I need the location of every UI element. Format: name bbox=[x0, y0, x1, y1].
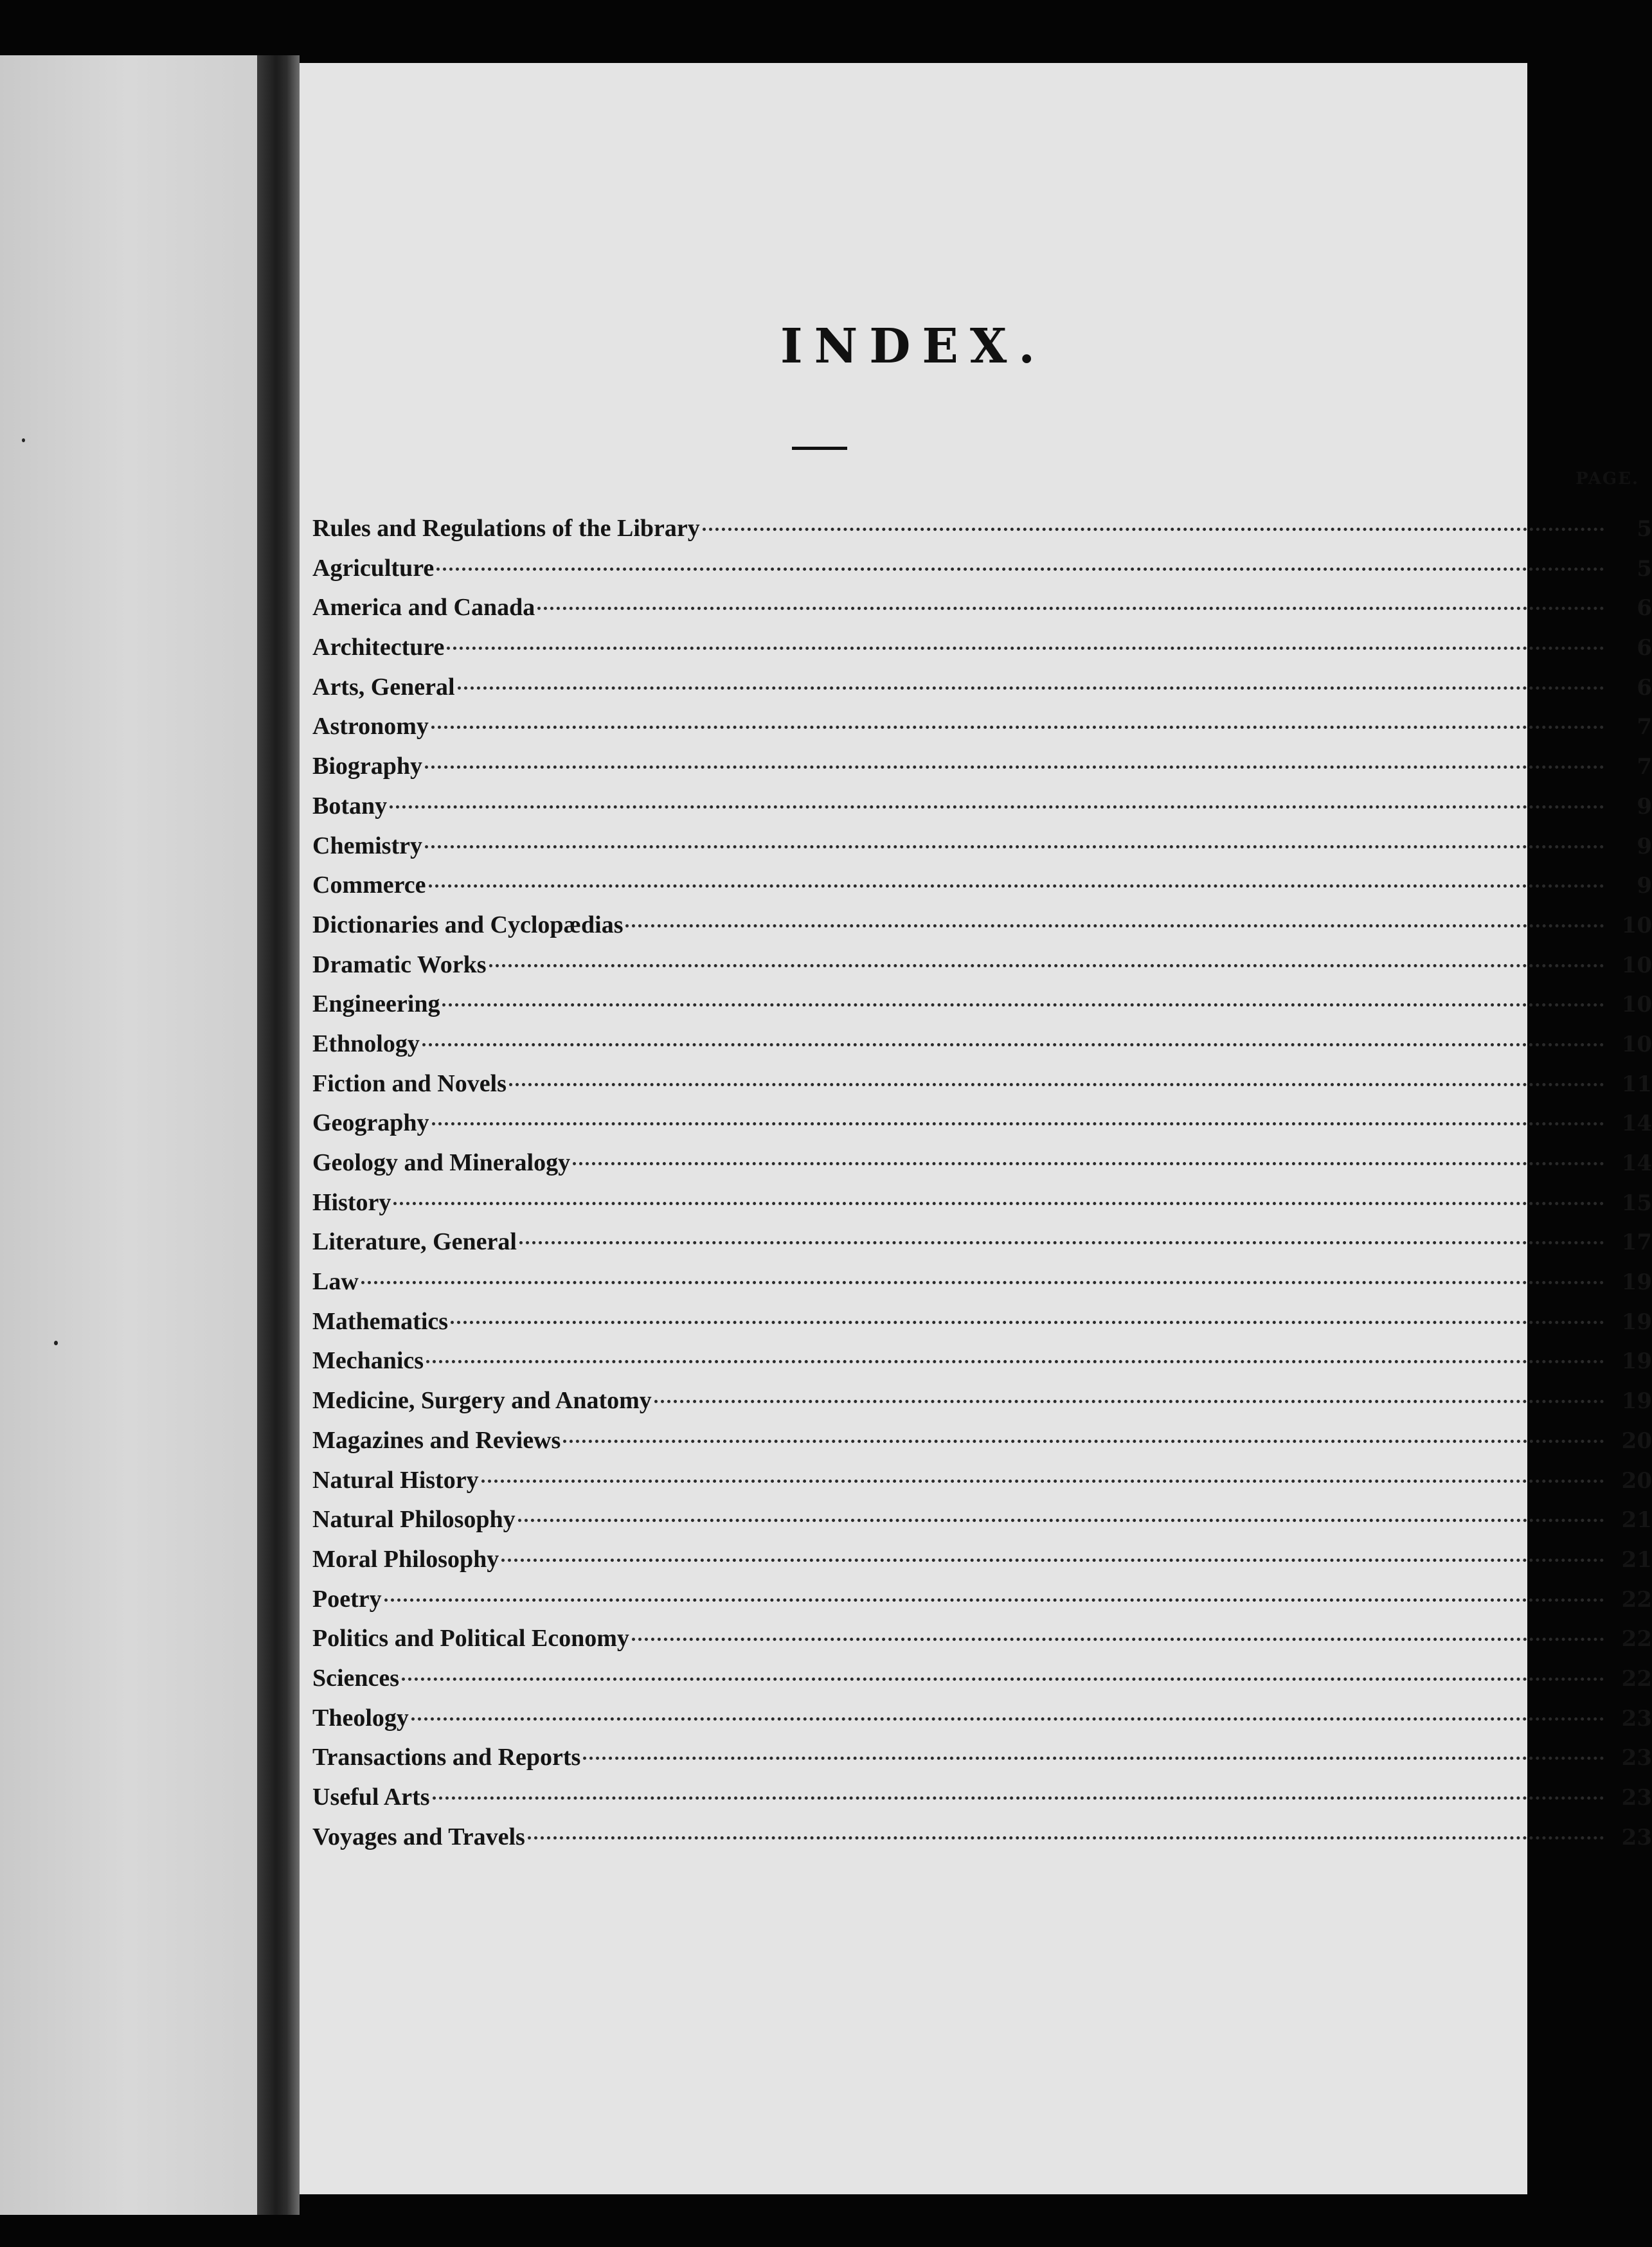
index-entry-label: Fiction and Novels bbox=[312, 1070, 507, 1097]
dot-leader bbox=[654, 1400, 1604, 1403]
index-entry bbox=[312, 1064, 1652, 1104]
index-entry-label: Astronomy bbox=[312, 713, 429, 740]
dot-leader bbox=[625, 924, 1604, 927]
index-entry-label: Mechanics bbox=[312, 1347, 424, 1375]
index-entry-page: 23 bbox=[1621, 1785, 1652, 1811]
index-entry bbox=[312, 1341, 1652, 1381]
dot-leader bbox=[402, 1678, 1604, 1681]
dot-leader bbox=[384, 1598, 1604, 1602]
book-gutter bbox=[257, 55, 300, 2215]
index-entry-label: Moral Philosophy bbox=[312, 1545, 499, 1573]
dot-leader bbox=[528, 1836, 1604, 1840]
paper-speck bbox=[22, 438, 25, 442]
dot-leader bbox=[361, 1281, 1604, 1284]
index-entry-label: Architecture bbox=[312, 634, 445, 661]
dot-leader bbox=[632, 1638, 1604, 1641]
index-entry bbox=[312, 549, 1652, 589]
dot-leader bbox=[518, 1519, 1604, 1522]
index-entry-page: 7 bbox=[1637, 714, 1652, 740]
index-entry bbox=[312, 1104, 1652, 1143]
dot-leader bbox=[489, 964, 1604, 967]
index-entry-page: 19 bbox=[1621, 1388, 1652, 1415]
index-entry-page: 23 bbox=[1621, 1745, 1652, 1771]
dot-leader bbox=[451, 1321, 1604, 1324]
dot-leader bbox=[426, 1360, 1604, 1363]
index-entry bbox=[312, 906, 1652, 945]
index-entry-label: Engineering bbox=[312, 990, 440, 1018]
index-entry-label: Geology and Mineralogy bbox=[312, 1149, 571, 1176]
index-entry-page: 19 bbox=[1621, 1348, 1652, 1375]
dot-leader bbox=[481, 1480, 1604, 1483]
index-entry bbox=[312, 1025, 1652, 1064]
index-entry-label: Politics and Political Economy bbox=[312, 1625, 629, 1652]
index-entry bbox=[312, 1381, 1652, 1421]
dot-leader bbox=[425, 845, 1604, 848]
index-entry-label: Medicine, Surgery and Anatomy bbox=[312, 1387, 652, 1415]
dot-leader bbox=[501, 1559, 1604, 1562]
index-entry-page: 7 bbox=[1637, 754, 1652, 780]
index-entry-page: 20 bbox=[1621, 1467, 1652, 1494]
index-entry-label: History bbox=[312, 1188, 391, 1216]
dot-leader bbox=[429, 884, 1604, 888]
index-entry-page: 6 bbox=[1637, 595, 1652, 622]
index-entry-page: 19 bbox=[1621, 1309, 1652, 1335]
index-entry bbox=[312, 1738, 1652, 1778]
index-entry-label: America and Canada bbox=[312, 594, 535, 622]
dot-leader bbox=[563, 1440, 1604, 1443]
index-entry-page: 10 bbox=[1621, 952, 1652, 978]
index-entry bbox=[312, 1461, 1652, 1501]
index-entry bbox=[312, 985, 1652, 1025]
index-entry-label: Transactions and Reports bbox=[312, 1744, 581, 1771]
index-entry-label: Natural History bbox=[312, 1466, 479, 1494]
index-entry bbox=[312, 747, 1652, 787]
index-page bbox=[300, 63, 1652, 2194]
index-entry bbox=[312, 1659, 1652, 1699]
index-entry-page: 5 bbox=[1637, 555, 1652, 582]
dot-leader bbox=[422, 1043, 1604, 1046]
index-entry-label: Commerce bbox=[312, 872, 426, 899]
index-entry-label: Dictionaries and Cyclopædias bbox=[312, 911, 624, 938]
index-entry-page: 19 bbox=[1621, 1269, 1652, 1296]
dot-leader bbox=[447, 647, 1604, 650]
index-entry-page: 23 bbox=[1621, 1824, 1652, 1850]
index-entry-label: Magazines and Reviews bbox=[312, 1426, 561, 1454]
dot-leader bbox=[583, 1757, 1604, 1760]
index-entry-label: Mathematics bbox=[312, 1307, 449, 1335]
index-entry-label: Literature, General bbox=[312, 1228, 517, 1256]
index-entry bbox=[312, 945, 1652, 985]
dot-leader bbox=[411, 1717, 1604, 1721]
dot-leader bbox=[703, 528, 1604, 531]
index-entry-page: 6 bbox=[1637, 635, 1652, 661]
index-entry bbox=[312, 1540, 1652, 1580]
index-entry bbox=[312, 827, 1652, 866]
index-entry-label: Natural Philosophy bbox=[312, 1506, 516, 1534]
dot-leader bbox=[573, 1162, 1604, 1165]
index-entry bbox=[312, 787, 1652, 827]
index-entry bbox=[312, 1262, 1652, 1302]
index-entry-label: Poetry bbox=[312, 1585, 382, 1613]
page-column-header: PAGE. bbox=[1576, 469, 1639, 488]
dot-leader bbox=[433, 1796, 1604, 1800]
index-entry bbox=[312, 1619, 1652, 1659]
index-entry-label: Theology bbox=[312, 1704, 409, 1732]
index-entry-label: Agriculture bbox=[312, 554, 435, 582]
dot-leader bbox=[519, 1241, 1604, 1244]
index-entry-label: Sciences bbox=[312, 1664, 400, 1692]
index-entry-page: 11 bbox=[1621, 1071, 1652, 1097]
index-entry bbox=[312, 1778, 1652, 1818]
dot-leader bbox=[390, 805, 1604, 809]
index-entry bbox=[312, 707, 1652, 747]
index-entry-label: Ethnology bbox=[312, 1030, 420, 1057]
dot-leader bbox=[442, 1003, 1604, 1007]
index-entry-label: Law bbox=[312, 1268, 359, 1296]
index-entry-page: 20 bbox=[1621, 1428, 1652, 1454]
index-entry bbox=[312, 1143, 1652, 1183]
index-entry-label: Botany bbox=[312, 792, 388, 819]
index-entry-page: 22 bbox=[1621, 1626, 1652, 1652]
index-entry bbox=[312, 668, 1652, 708]
index-entry-label: Dramatic Works bbox=[312, 951, 487, 978]
index-entry-label: Geography bbox=[312, 1109, 429, 1137]
index-entry-page: 10 bbox=[1621, 992, 1652, 1018]
index-entry-page: 6 bbox=[1637, 674, 1652, 701]
index-entry bbox=[312, 1302, 1652, 1342]
index-entry-page: 22 bbox=[1621, 1586, 1652, 1613]
index-entry-page: 14 bbox=[1621, 1150, 1652, 1176]
dot-leader bbox=[431, 726, 1604, 729]
index-entry-page: 9 bbox=[1637, 833, 1652, 859]
index-entry-page: 23 bbox=[1621, 1705, 1652, 1732]
page-title: INDEX. bbox=[780, 319, 1046, 374]
index-entry-page: 15 bbox=[1621, 1190, 1652, 1216]
index-entry-page: 14 bbox=[1621, 1111, 1652, 1137]
index-entry-page: 9 bbox=[1637, 793, 1652, 819]
dot-leader bbox=[425, 765, 1604, 769]
index-entry-page: 17 bbox=[1621, 1230, 1652, 1256]
index-entry-label: Rules and Regulations of the Library bbox=[312, 515, 700, 542]
index-entry bbox=[312, 509, 1652, 549]
index-entry-page: 21 bbox=[1621, 1507, 1652, 1534]
index-entry-page: 22 bbox=[1621, 1665, 1652, 1692]
index-entry-label: Voyages and Travels bbox=[312, 1823, 525, 1850]
index-entry bbox=[312, 1183, 1652, 1223]
index-entry-page: 10 bbox=[1621, 912, 1652, 938]
index-entry-page: 5 bbox=[1637, 516, 1652, 542]
index-entry-label: Chemistry bbox=[312, 832, 422, 859]
index-entry bbox=[312, 1421, 1652, 1461]
dot-leader bbox=[436, 568, 1604, 571]
paper-speck bbox=[54, 1341, 58, 1345]
index-entry-label: Arts, General bbox=[312, 673, 455, 701]
index-entry bbox=[312, 1222, 1652, 1262]
index-entry-label: Biography bbox=[312, 753, 423, 780]
dot-leader bbox=[509, 1083, 1604, 1086]
dot-leader bbox=[393, 1202, 1604, 1205]
index-list bbox=[312, 509, 1652, 1857]
index-entry bbox=[312, 628, 1652, 668]
left-facing-page bbox=[0, 55, 257, 2215]
dot-leader bbox=[432, 1122, 1604, 1125]
title-rule bbox=[792, 447, 847, 450]
index-entry-page: 10 bbox=[1621, 1031, 1652, 1057]
index-entry bbox=[312, 1818, 1652, 1858]
index-entry bbox=[312, 1699, 1652, 1739]
dot-leader bbox=[537, 607, 1604, 610]
index-entry bbox=[312, 1580, 1652, 1620]
index-entry bbox=[312, 1500, 1652, 1540]
index-entry bbox=[312, 588, 1652, 628]
dot-leader bbox=[458, 686, 1604, 690]
index-entry-page: 9 bbox=[1637, 873, 1652, 899]
index-entry bbox=[312, 866, 1652, 906]
index-entry-label: Useful Arts bbox=[312, 1784, 430, 1811]
index-entry-page: 21 bbox=[1621, 1546, 1652, 1573]
